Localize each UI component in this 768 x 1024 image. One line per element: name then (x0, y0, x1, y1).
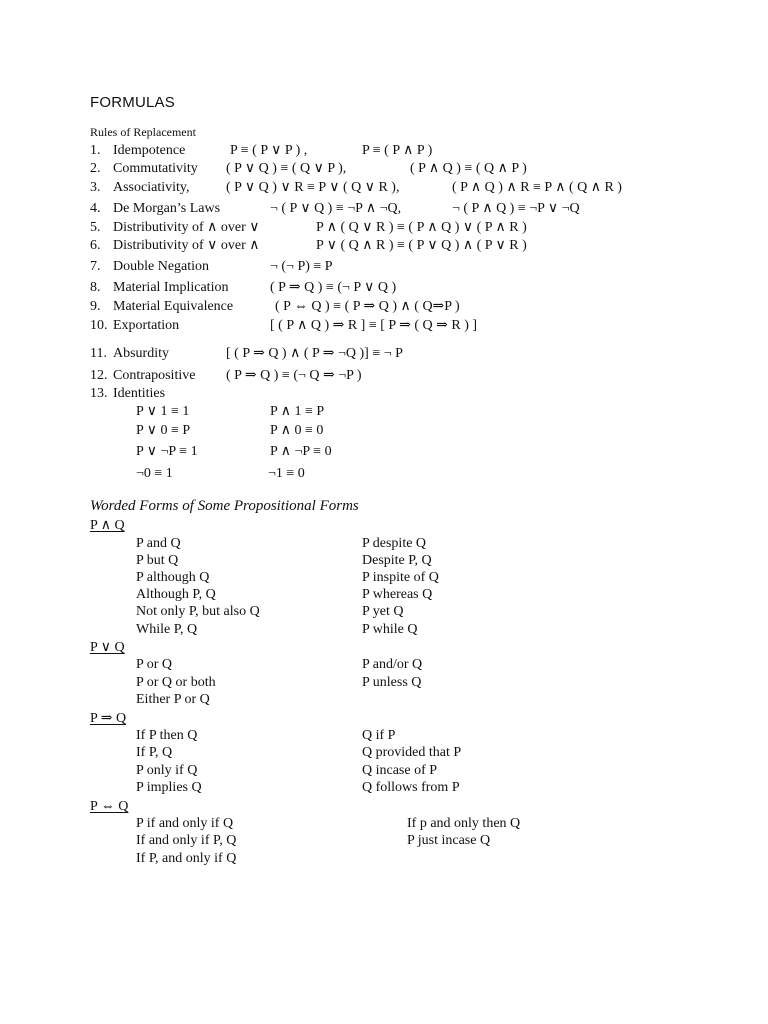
rule-number: 13. (90, 386, 108, 401)
worded-form-right: Despite P, Q (362, 553, 432, 568)
rule-formula: ( P ⇔ Q ) ≡ ( P ⇒ Q ) ∧ ( Q⇒P ) (275, 299, 460, 314)
rule-number: 10. (90, 318, 108, 333)
rule-number: 11. (90, 346, 107, 361)
worded-form-left: Although P, Q (136, 587, 216, 602)
rules-heading: Rules of Replacement (90, 125, 196, 139)
rule-number: 1. (90, 143, 101, 158)
worded-form-right: P while Q (362, 622, 418, 637)
rule-formula: ( P ⇒ Q ) ≡ (¬ Q ⇒ ¬P ) (226, 368, 362, 383)
worded-form-left: P although Q (136, 570, 210, 585)
identity-right: P ∧ 0 ≡ 0 (270, 423, 324, 438)
rule-formula-alt: ¬ ( P ∧ Q ) ≡ ¬P ∨ ¬Q (452, 201, 580, 216)
worded-form-right: Q incase of P (362, 763, 438, 778)
rule-formula-alt: ( P ∧ Q ) ∧ R ≡ P ∧ ( Q ∧ R ) (452, 180, 622, 195)
section-heading-iff: P ⇔ Q (90, 799, 129, 814)
identity-left: P ∨ 0 ≡ P (136, 423, 191, 438)
section-heading-and: P ∧ Q (90, 518, 125, 533)
rule-formula: ( P ⇒ Q ) ≡ (¬ P ∨ Q ) (270, 280, 397, 295)
rule-formula-alt: P ≡ ( P ∧ P ) (362, 143, 433, 158)
worded-form-left: While P, Q (136, 622, 198, 637)
worded-form-left: If and only if P, Q (136, 833, 237, 848)
rule-name: Absurdity (113, 346, 169, 361)
section-heading-implies: P ⇒ Q (90, 711, 127, 726)
rule-name: Idempotence (113, 143, 186, 158)
worded-form-right: Q provided that P (362, 745, 462, 760)
worded-form-left: P but Q (136, 553, 179, 568)
rule-number: 7. (90, 259, 101, 274)
rule-number: 4. (90, 201, 101, 216)
rule-number: 8. (90, 280, 101, 295)
identity-left: P ∨ ¬P ≡ 1 (136, 444, 198, 459)
identity-left: ¬0 ≡ 1 (136, 466, 173, 481)
rule-formula-alt: ( P ∧ Q ) ≡ ( Q ∧ P ) (410, 161, 527, 176)
worded-form-left: P and Q (136, 536, 181, 551)
rule-number: 12. (90, 368, 108, 383)
rule-formula: P ∨ ( Q ∧ R ) ≡ ( P ∨ Q ) ∧ ( P ∨ R ) (316, 238, 527, 253)
identity-right: P ∧ 1 ≡ P (270, 404, 325, 419)
rule-name: Distributivity of ∨ over ∧ (113, 238, 260, 253)
worded-form-right: P despite Q (362, 536, 427, 551)
worded-form-left: P only if Q (136, 763, 198, 778)
rule-number: 6. (90, 238, 101, 253)
rule-formula: ( P ∨ Q ) ∨ R ≡ P ∨ ( Q ∨ R ), (226, 180, 400, 195)
rule-number: 9. (90, 299, 101, 314)
rule-number: 3. (90, 180, 101, 195)
worded-form-left: P implies Q (136, 780, 202, 795)
rule-formula: ¬ (¬ P) ≡ P (270, 259, 333, 274)
rule-formula: [ ( P ⇒ Q ) ∧ ( P ⇒ ¬Q )] ≡ ¬ P (226, 346, 403, 361)
rule-formula: P ≡ ( P ∨ P ) , (230, 143, 308, 158)
rule-name: Material Implication (113, 280, 229, 295)
worded-form-left: If P, and only if Q (136, 851, 237, 866)
rule-formula: ¬ ( P ∨ Q ) ≡ ¬P ∧ ¬Q, (270, 201, 402, 216)
worded-form-right: P whereas Q (362, 587, 433, 602)
identity-left: P ∨ 1 ≡ 1 (136, 404, 190, 419)
rule-name: Identities (113, 386, 166, 401)
rule-formula: [ ( P ∧ Q ) ⇒ R ] ≡ [ P ⇒ ( Q ⇒ R ) ] (270, 318, 478, 333)
worded-form-right: If p and only then Q (407, 816, 521, 831)
rule-name: Distributivity of ∧ over ∨ (113, 220, 260, 235)
worded-form-left: If P then Q (136, 728, 198, 743)
worded-form-right: P inspite of Q (362, 570, 439, 585)
worded-form-left: Not only P, but also Q (136, 604, 260, 619)
identity-right: ¬1 ≡ 0 (268, 466, 305, 481)
rule-formula: P ∧ ( Q ∨ R ) ≡ ( P ∧ Q ) ∨ ( P ∧ R ) (316, 220, 527, 235)
worded-form-right: Q follows from P (362, 780, 460, 795)
rule-name: Exportation (113, 318, 180, 333)
worded-form-left: P or Q or both (136, 675, 216, 690)
rule-number: 2. (90, 161, 101, 176)
rule-name: De Morgan’s Laws (113, 201, 221, 216)
rule-name: Commutativity (113, 161, 198, 176)
page-title: FORMULAS (90, 94, 175, 111)
worded-form-left: If P, Q (136, 745, 173, 760)
worded-form-left: Either P or Q (136, 692, 210, 707)
rule-name: Material Equivalence (113, 299, 234, 314)
rule-name: Associativity, (113, 180, 190, 195)
identity-right: P ∧ ¬P ≡ 0 (270, 444, 332, 459)
section-heading-or: P ∨ Q (90, 640, 125, 655)
worded-form-left: P if and only if Q (136, 816, 234, 831)
rule-name: Contrapositive (113, 368, 196, 383)
rule-number: 5. (90, 220, 101, 235)
worded-form-right: P just incase Q (407, 833, 491, 848)
worded-forms-heading: Worded Forms of Some Propositional Forms (90, 498, 359, 514)
worded-form-right: Q if P (362, 728, 396, 743)
rule-formula: ( P ∨ Q ) ≡ ( Q ∨ P ), (226, 161, 347, 176)
worded-form-right: P and/or Q (362, 657, 423, 672)
worded-form-right: P unless Q (362, 675, 422, 690)
rule-name: Double Negation (113, 259, 210, 274)
worded-form-left: P or Q (136, 657, 173, 672)
worded-form-right: P yet Q (362, 604, 404, 619)
